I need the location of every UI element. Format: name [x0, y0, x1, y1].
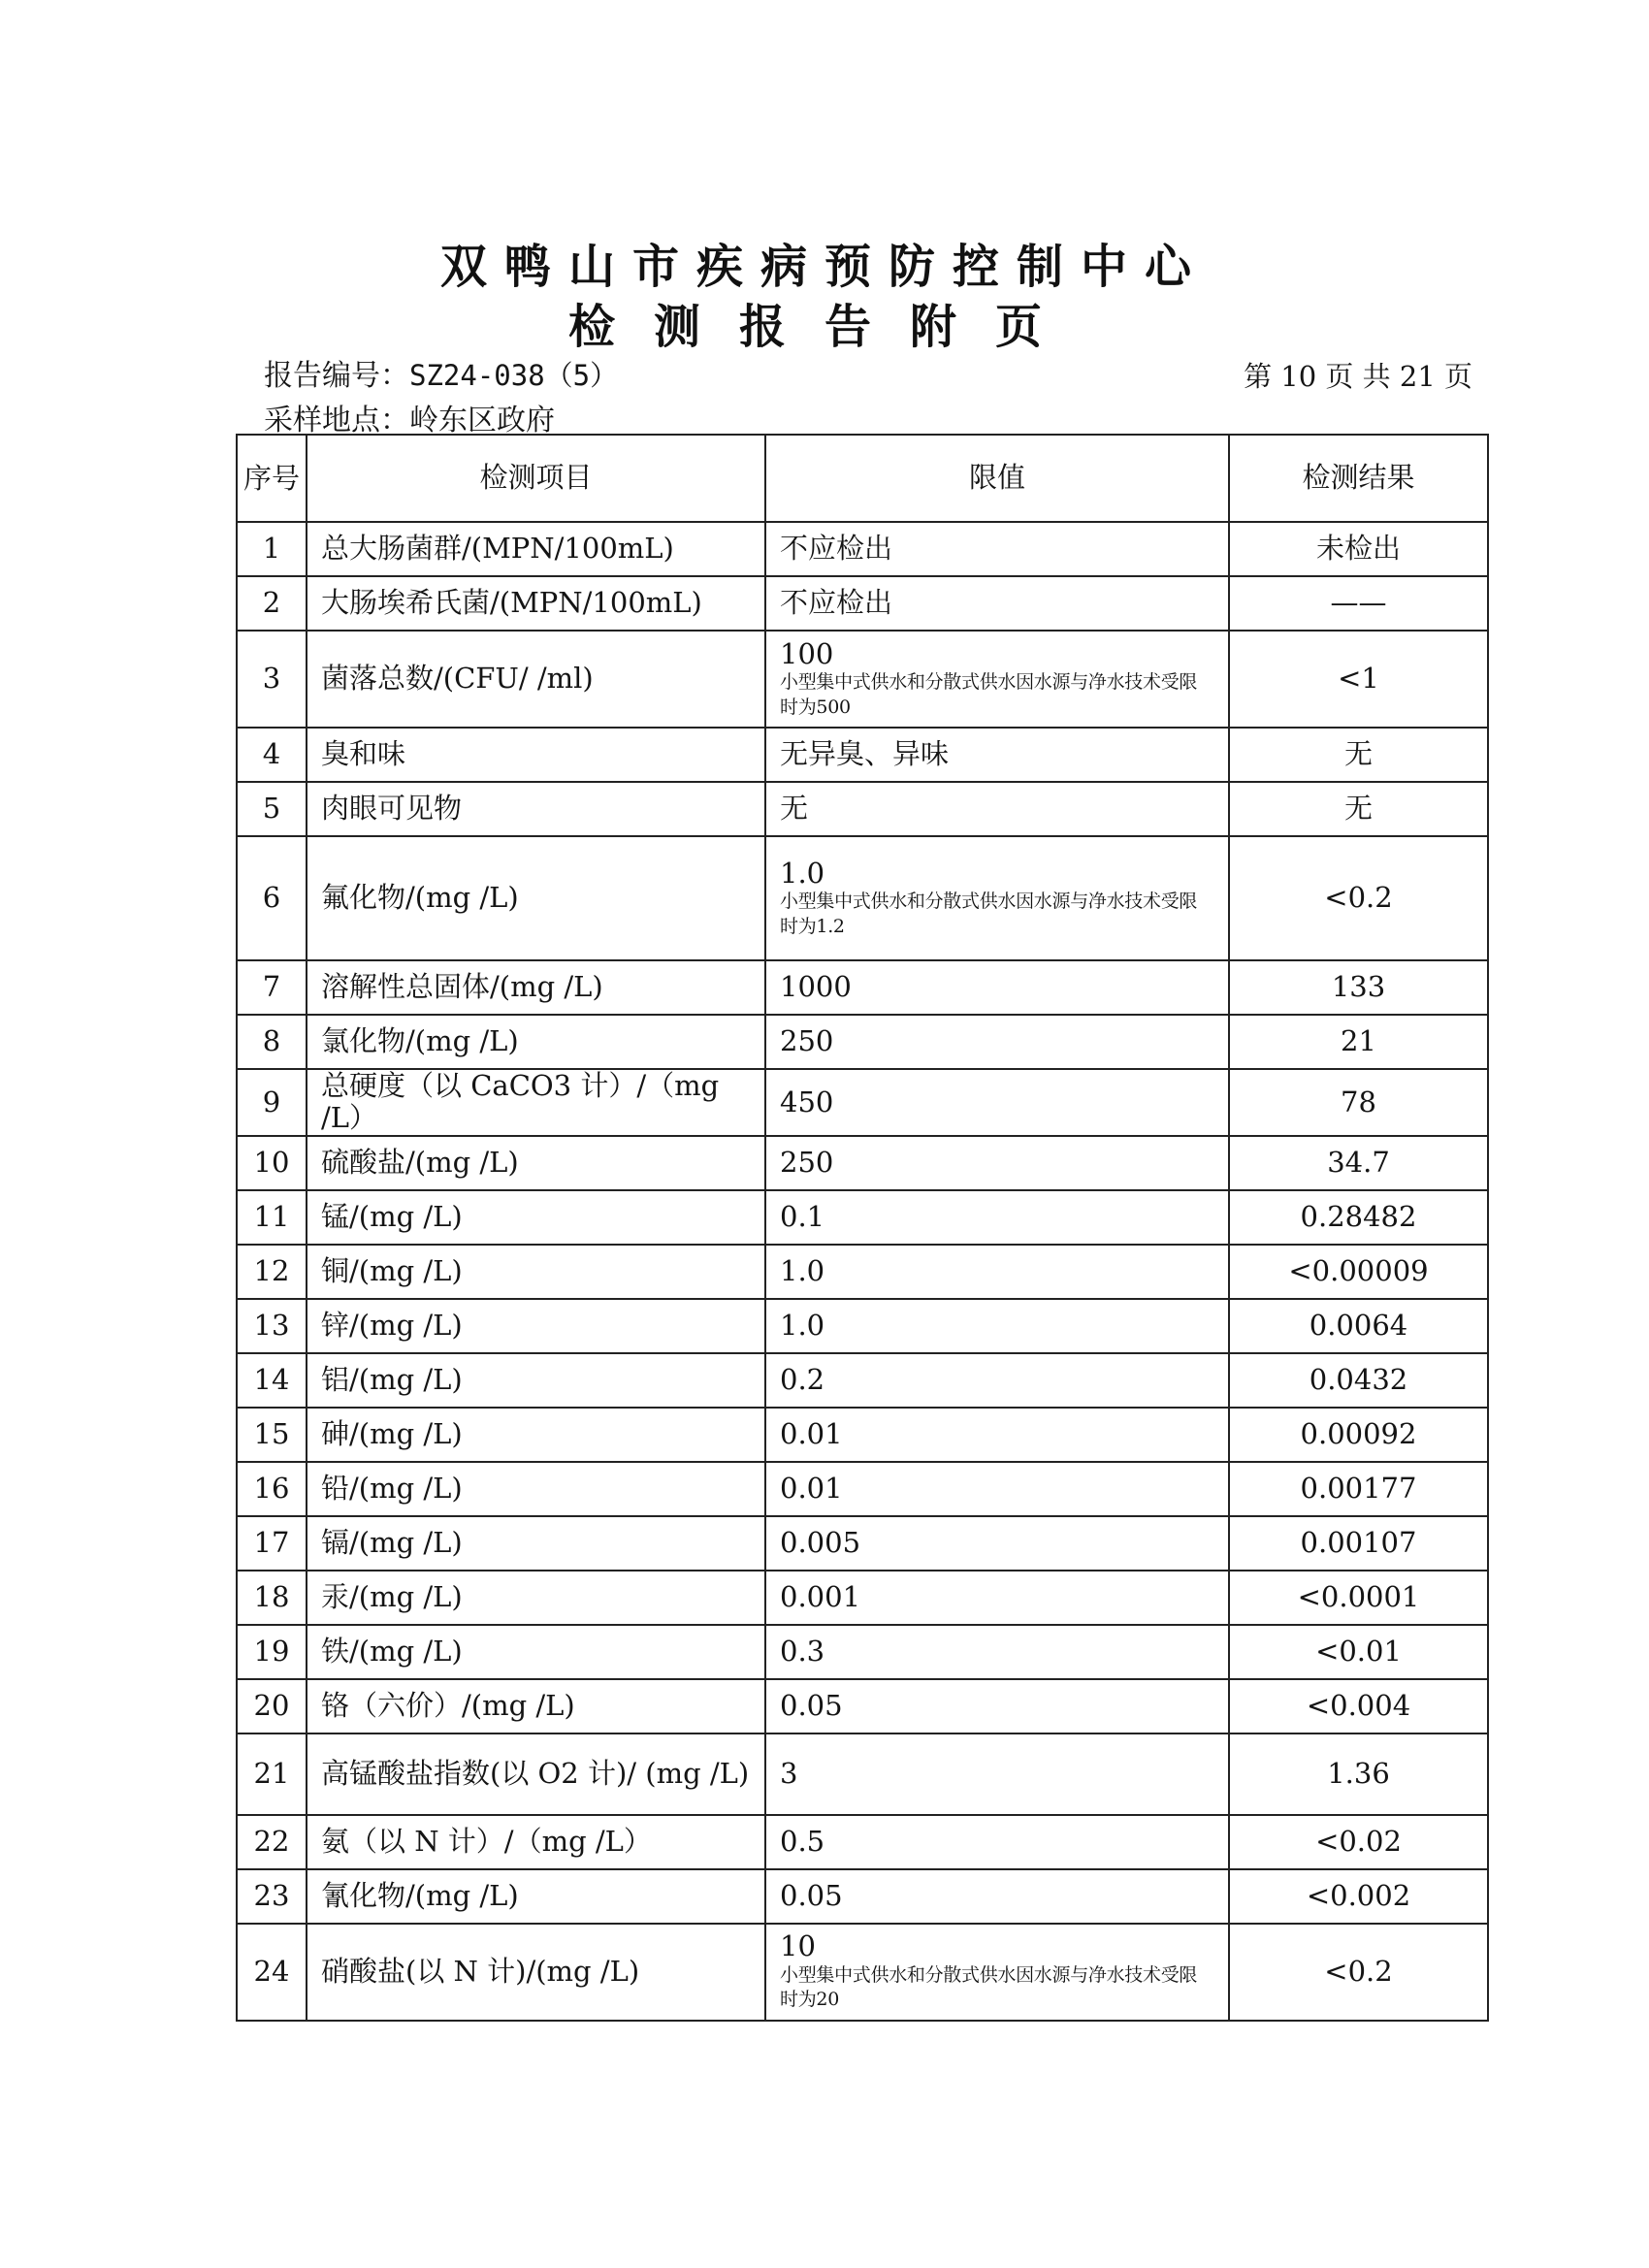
limit-value: 无 — [780, 792, 809, 826]
test-result: <0.02 — [1229, 1815, 1488, 1869]
table-row — [237, 782, 1488, 836]
test-result: <0.004 — [1229, 1679, 1488, 1733]
test-item: 镉/(mg /L) — [307, 1516, 765, 1571]
limit-note: 小型集中式供水和分散式供水因水源与净水技术受限时为1.2 — [780, 891, 1198, 937]
test-result: 未检出 — [1229, 522, 1488, 576]
table-row — [237, 728, 1488, 782]
row-number: 22 — [237, 1815, 307, 1869]
limit-value: 0.05 — [780, 1689, 843, 1723]
page-indicator: 第 10 页 共 21 页 — [1244, 360, 1472, 393]
test-item: 大肠埃希氏菌/(MPN/100mL) — [307, 576, 765, 631]
table-row — [237, 1516, 1488, 1571]
limit-value: 1.0 — [780, 1309, 825, 1343]
limit-value: 0.1 — [780, 1200, 825, 1234]
sampling-site-value: 岭东区政府 — [409, 404, 555, 437]
test-item: 铅/(mg /L) — [307, 1462, 765, 1516]
limit-value: 100 — [780, 636, 834, 670]
row-number: 14 — [237, 1353, 307, 1408]
test-item: 菌落总数/(CFU/ /ml) — [307, 631, 765, 728]
test-item: 氰化物/(mg /L) — [307, 1869, 765, 1924]
test-item: 铬（六价）/(mg /L) — [307, 1679, 765, 1733]
test-item: 肉眼可见物 — [307, 782, 765, 836]
column-header-limit: 限值 — [765, 435, 1229, 522]
row-number: 21 — [237, 1733, 307, 1815]
table-row — [237, 1299, 1488, 1353]
table-row — [237, 1625, 1488, 1679]
limit-cell — [765, 631, 1229, 728]
row-number: 15 — [237, 1408, 307, 1462]
row-number: 11 — [237, 1190, 307, 1245]
limit-value: 0.05 — [780, 1879, 843, 1913]
document-title: 双鸭山市疾病预防控制中心 — [439, 240, 1209, 294]
test-result: —— — [1229, 576, 1488, 631]
test-item: 锰/(mg /L) — [307, 1190, 765, 1245]
table-row — [237, 1190, 1488, 1245]
report-number-value: SZ24-038（5） — [409, 359, 619, 392]
limit-value: 0.5 — [780, 1825, 825, 1859]
results-table — [236, 434, 1489, 2022]
test-result: <0.01 — [1229, 1625, 1488, 1679]
row-number: 17 — [237, 1516, 307, 1571]
limit-value: 10 — [780, 1929, 816, 1963]
table-row — [237, 1869, 1488, 1924]
table-row — [237, 960, 1488, 1015]
test-item: 铝/(mg /L) — [307, 1353, 765, 1408]
row-number: 16 — [237, 1462, 307, 1516]
row-number: 10 — [237, 1136, 307, 1190]
test-result: <1 — [1229, 631, 1488, 728]
document-subtitle: 检测报告附页 — [567, 300, 1081, 354]
table-row — [237, 1015, 1488, 1069]
test-item: 砷/(mg /L) — [307, 1408, 765, 1462]
row-number: 20 — [237, 1679, 307, 1733]
row-number: 18 — [237, 1571, 307, 1625]
test-result: 无 — [1229, 782, 1488, 836]
limit-cell — [765, 522, 1229, 576]
row-number: 12 — [237, 1245, 307, 1299]
test-result: 0.0432 — [1229, 1353, 1488, 1408]
limit-value: 0.3 — [780, 1635, 825, 1669]
table-row — [237, 1069, 1488, 1136]
limit-cell — [765, 1516, 1229, 1571]
row-number: 7 — [237, 960, 307, 1015]
limit-note: 小型集中式供水和分散式供水因水源与净水技术受限时为20 — [780, 1963, 1198, 2011]
test-result: <0.002 — [1229, 1869, 1488, 1924]
table-row — [237, 1679, 1488, 1733]
limit-value: 0.001 — [780, 1580, 861, 1614]
limit-cell — [765, 1924, 1229, 2021]
limit-value: 250 — [780, 1146, 834, 1180]
test-item: 硫酸盐/(mg /L) — [307, 1136, 765, 1190]
limit-cell — [765, 782, 1229, 836]
table-row — [237, 1245, 1488, 1299]
limit-value: 1000 — [780, 970, 852, 1004]
test-item: 铜/(mg /L) — [307, 1245, 765, 1299]
test-result: <0.0001 — [1229, 1571, 1488, 1625]
row-number: 4 — [237, 728, 307, 782]
limit-cell — [765, 1679, 1229, 1733]
limit-cell — [765, 1353, 1229, 1408]
limit-cell — [765, 1625, 1229, 1679]
limit-cell — [765, 1408, 1229, 1462]
row-number: 8 — [237, 1015, 307, 1069]
sampling-site-label: 采样地点： — [264, 404, 409, 437]
test-result: 0.0064 — [1229, 1299, 1488, 1353]
row-number: 6 — [237, 836, 307, 960]
row-number: 2 — [237, 576, 307, 631]
test-item: 溶解性总固体/(mg /L) — [307, 960, 765, 1015]
limit-cell — [765, 1733, 1229, 1815]
test-item: 总大肠菌群/(MPN/100mL) — [307, 522, 765, 576]
limit-cell — [765, 576, 1229, 631]
limit-cell — [765, 1245, 1229, 1299]
test-item: 臭和味 — [307, 728, 765, 782]
test-result: 78 — [1229, 1069, 1488, 1136]
test-result: 133 — [1229, 960, 1488, 1015]
test-result: <0.00009 — [1229, 1245, 1488, 1299]
table-row — [237, 522, 1488, 576]
test-item: 锌/(mg /L) — [307, 1299, 765, 1353]
limit-cell — [765, 1462, 1229, 1516]
column-header-result: 检测结果 — [1229, 435, 1488, 522]
row-number: 5 — [237, 782, 307, 836]
limit-value: 250 — [780, 1024, 834, 1058]
limit-cell — [765, 1015, 1229, 1069]
test-result: 0.00092 — [1229, 1408, 1488, 1462]
table-row — [237, 836, 1488, 960]
table-row — [237, 1462, 1488, 1516]
test-item: 氯化物/(mg /L) — [307, 1015, 765, 1069]
test-result: <0.2 — [1229, 836, 1488, 960]
limit-value: 0.005 — [780, 1526, 861, 1560]
limit-value: 0.2 — [780, 1363, 825, 1397]
test-item: 汞/(mg /L) — [307, 1571, 765, 1625]
test-item: 铁/(mg /L) — [307, 1625, 765, 1679]
limit-value: 0.01 — [780, 1417, 843, 1451]
limit-cell — [765, 1571, 1229, 1625]
test-result: <0.2 — [1229, 1924, 1488, 2021]
test-result: 无 — [1229, 728, 1488, 782]
test-item: 氨（以 N 计）/（mg /L） — [307, 1815, 765, 1869]
limit-value: 0.01 — [780, 1472, 843, 1506]
table-row — [237, 1733, 1488, 1815]
table-row — [237, 1924, 1488, 2021]
limit-value: 1.0 — [780, 1254, 825, 1288]
report-number — [264, 351, 618, 394]
row-number: 19 — [237, 1625, 307, 1679]
limit-cell — [765, 1136, 1229, 1190]
row-number: 3 — [237, 631, 307, 728]
table-header-row — [237, 435, 1488, 522]
limit-cell — [765, 728, 1229, 782]
test-result: 21 — [1229, 1015, 1488, 1069]
limit-note: 小型集中式供水和分散式供水因水源与净水技术受限时为500 — [780, 671, 1198, 718]
test-result: 0.00107 — [1229, 1516, 1488, 1571]
limit-cell — [765, 1815, 1229, 1869]
test-result: 34.7 — [1229, 1136, 1488, 1190]
table-row — [237, 1353, 1488, 1408]
test-result: 0.28482 — [1229, 1190, 1488, 1245]
table-row — [237, 1408, 1488, 1462]
test-item: 高锰酸盐指数(以 O2 计)/ (mg /L) — [307, 1733, 765, 1815]
table-row — [237, 576, 1488, 631]
limit-value: 无异臭、异味 — [780, 737, 950, 771]
limit-cell — [765, 1190, 1229, 1245]
row-number: 13 — [237, 1299, 307, 1353]
limit-value: 1.0 — [780, 856, 825, 890]
limit-value: 3 — [780, 1757, 798, 1791]
report-number-label: 报告编号： — [264, 359, 409, 393]
limit-cell — [765, 1299, 1229, 1353]
limit-cell — [765, 836, 1229, 960]
table-row — [237, 1136, 1488, 1190]
test-result: 1.36 — [1229, 1733, 1488, 1815]
test-item: 总硬度（以 CaCO3 计）/（mg /L） — [307, 1069, 765, 1136]
table-row — [237, 1571, 1488, 1625]
sampling-site — [264, 396, 555, 438]
row-number: 9 — [237, 1069, 307, 1136]
test-item: 硝酸盐(以 N 计)/(mg /L) — [307, 1924, 765, 2021]
test-item: 氟化物/(mg /L) — [307, 836, 765, 960]
limit-cell — [765, 1869, 1229, 1924]
table-row — [237, 631, 1488, 728]
limit-cell — [765, 960, 1229, 1015]
row-number: 23 — [237, 1869, 307, 1924]
results-body — [237, 522, 1488, 2021]
limit-value: 不应检出 — [780, 586, 893, 620]
column-header-item: 检测项目 — [307, 435, 765, 522]
limit-value: 450 — [780, 1085, 834, 1118]
row-number: 24 — [237, 1924, 307, 2021]
column-header-seq: 序号 — [237, 435, 307, 522]
row-number: 1 — [237, 522, 307, 576]
limit-value: 不应检出 — [780, 532, 893, 566]
limit-cell — [765, 1069, 1229, 1136]
test-result: 0.00177 — [1229, 1462, 1488, 1516]
table-row — [237, 1815, 1488, 1869]
